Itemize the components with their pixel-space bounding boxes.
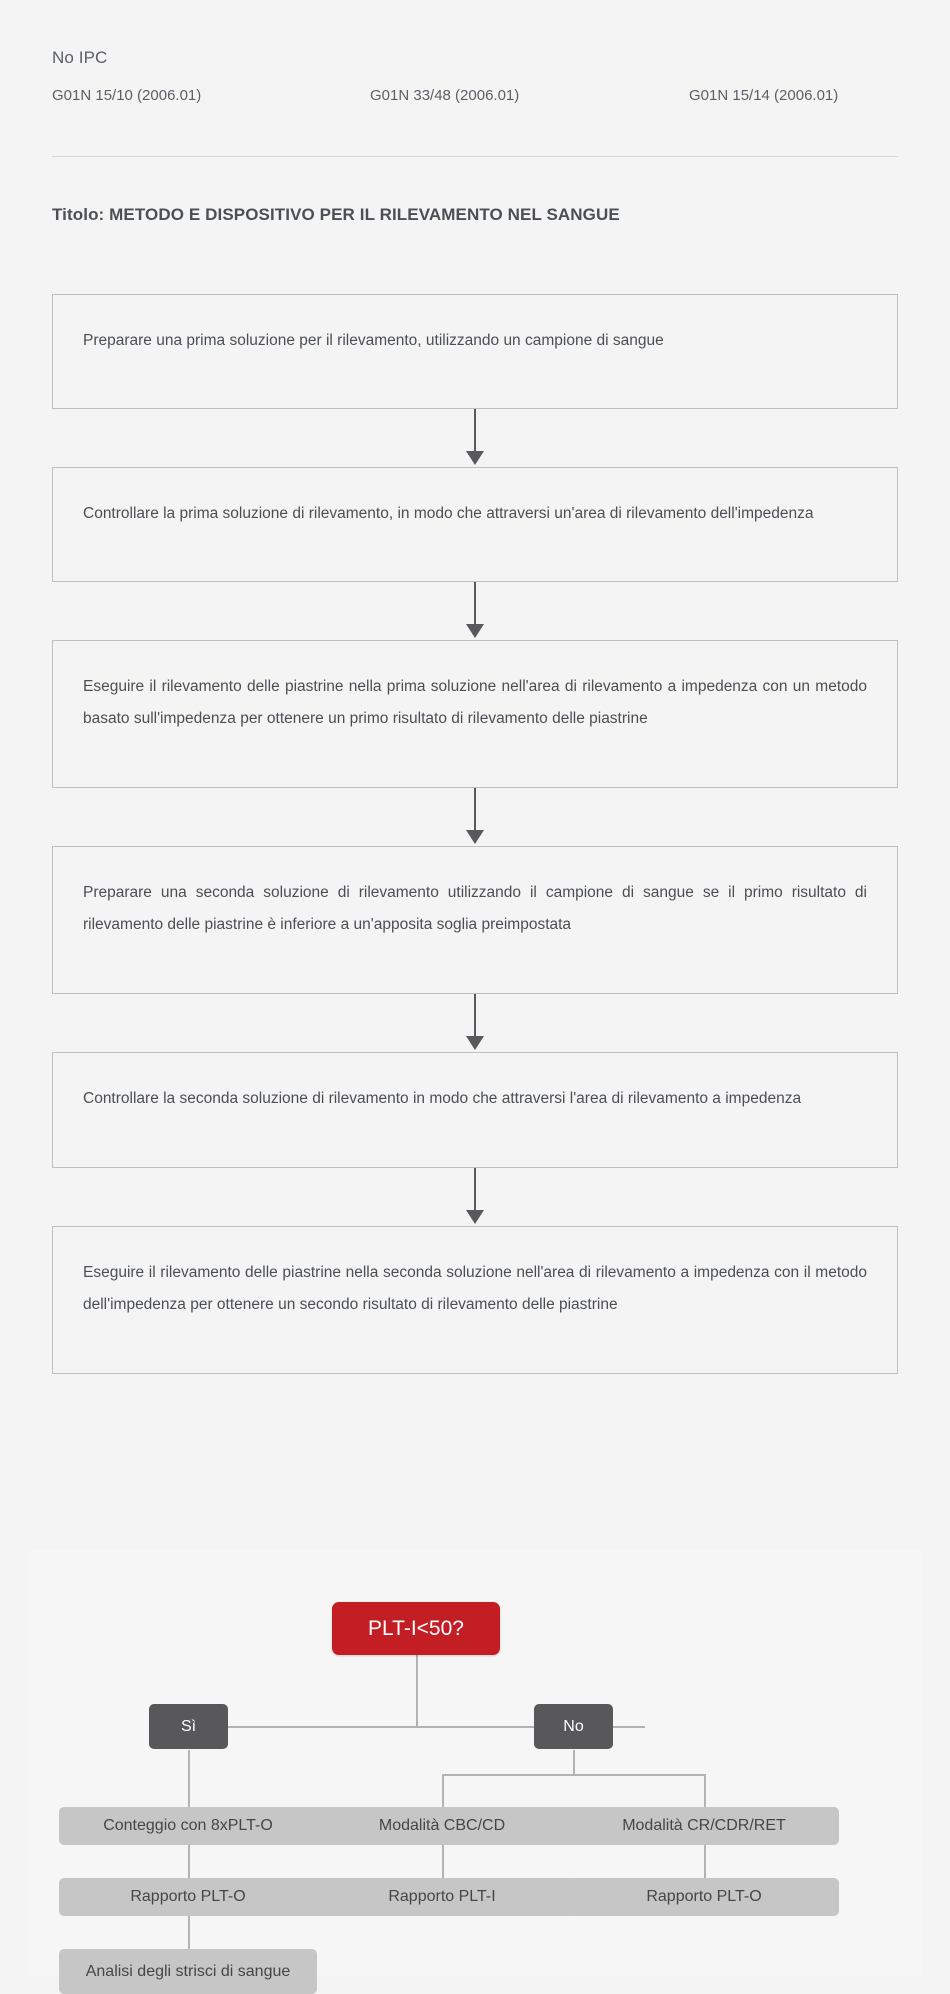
header-divider [52, 156, 898, 157]
connector-decision-to-bus [416, 1655, 418, 1727]
leaf-node-yes-2-label: Rapporto PLT-O [130, 1888, 246, 1905]
step-text-2: Controllare la prima soluzione di rilevamento, in modo che attraversi un'area di rilevamento dell'impedenza [83, 505, 814, 522]
decision-node-plt[interactable] [332, 1602, 500, 1655]
branch-node-no-label: No [563, 1717, 584, 1735]
arrow-stem [474, 788, 476, 833]
step-box-6 [52, 1226, 898, 1374]
arrow-head-icon [466, 830, 484, 844]
leaf-node-yes-3-label: Analisi degli strisci di sangue [85, 1962, 291, 1980]
connector-yes-leaf1-leaf2 [188, 1845, 190, 1878]
step-text-1: Preparare una prima soluzione per il rilevamento, utilizzando un campione di sangue [83, 332, 664, 349]
connector-no-right-leaf1-leaf2 [704, 1845, 706, 1878]
step-text-3: Eseguire il rilevamento delle piastrine nella prima soluzione nell'area di rilevamento a impedenza con un metodo basato sull'impedenza per ottenere un primo risultato di rilevamento delle piastrine [83, 678, 867, 727]
arrow-head-icon [466, 1036, 484, 1050]
page-title: Titolo: METODO E DISPOSITIVO PER IL RILEVAMENTO NEL SANGUE [52, 205, 620, 224]
connector-no-left-leaf1-leaf2 [442, 1845, 444, 1878]
arrow-connector-5 [52, 1168, 898, 1226]
leaf-node-no-right-2-label: Rapporto PLT-O [646, 1888, 762, 1905]
ipc-code-3: G01N 15/14 (2006.01) [689, 87, 839, 104]
connector-no-to-split [573, 1750, 575, 1775]
arrow-connector-4 [52, 994, 898, 1052]
connector-no-split-horizontal [442, 1774, 705, 1776]
leaf-node-no-left-2-label: Rapporto PLT-I [388, 1888, 496, 1905]
arrow-head-icon [466, 451, 484, 465]
arrow-stem [474, 1168, 476, 1213]
branch-node-no[interactable] [534, 1704, 613, 1749]
leaf-node-yes-2[interactable] [59, 1878, 317, 1916]
connector-split-left-down [442, 1774, 444, 1807]
step-box-4 [52, 846, 898, 994]
connector-yes-to-leaf1 [188, 1750, 190, 1807]
arrow-head-icon [466, 624, 484, 638]
step-box-3 [52, 640, 898, 788]
arrow-connector-3 [52, 788, 898, 846]
ipc-code-1: G01N 15/10 (2006.01) [52, 87, 202, 104]
step-box-2 [52, 467, 898, 582]
decision-node-label: PLT-I<50? [368, 1616, 464, 1640]
leaf-node-yes-1[interactable] [59, 1807, 317, 1845]
step-text-5: Controllare la seconda soluzione di rilevamento in modo che attraversi l'area di rilevamento a impedenza [83, 1090, 802, 1107]
step-box-1 [52, 294, 898, 409]
arrow-stem [474, 994, 476, 1039]
leaf-node-no-right-1[interactable] [569, 1807, 839, 1845]
leaf-node-no-right-2[interactable] [569, 1878, 839, 1916]
leaf-node-yes-1-label: Conteggio con 8xPLT-O [103, 1817, 273, 1834]
decision-chart-panel [28, 1550, 922, 1980]
leaf-node-no-left-1[interactable] [307, 1807, 577, 1845]
process-steps [52, 294, 898, 1374]
step-text-6: Eseguire il rilevamento delle piastrine nella seconda soluzione nell'area di rilevamento a impedenza con il metodo dell'impedenza per ottenere un secondo risultato di rilevamento delle piastrine [83, 1264, 867, 1313]
connector-yes-leaf2-leaf3 [188, 1916, 190, 1949]
leaf-node-no-left-2[interactable] [307, 1878, 577, 1916]
branch-node-yes[interactable] [149, 1704, 228, 1749]
step-box-5 [52, 1052, 898, 1168]
leaf-node-yes-3[interactable] [59, 1949, 317, 1994]
leaf-node-no-right-1-label: Modalità CR/CDR/RET [622, 1817, 786, 1834]
arrow-head-icon [466, 1210, 484, 1224]
arrow-stem [474, 409, 476, 454]
ipc-header [52, 48, 898, 109]
ipc-code-2: G01N 33/48 (2006.01) [370, 87, 520, 104]
ipc-code-row [52, 87, 898, 109]
ipc-none-label: No IPC [52, 48, 108, 67]
step-text-4: Preparare una seconda soluzione di rilevamento utilizzando il campione di sangue se il primo risultato di rilevamento delle piastrine è inferiore a un'apposita soglia preimpostata [83, 884, 867, 933]
arrow-connector-2 [52, 582, 898, 640]
branch-node-yes-label: Sì [180, 1717, 197, 1735]
connector-split-right-down [704, 1774, 706, 1807]
arrow-stem [474, 582, 476, 627]
arrow-connector-1 [52, 409, 898, 467]
leaf-node-no-left-1-label: Modalità CBC/CD [378, 1817, 506, 1834]
